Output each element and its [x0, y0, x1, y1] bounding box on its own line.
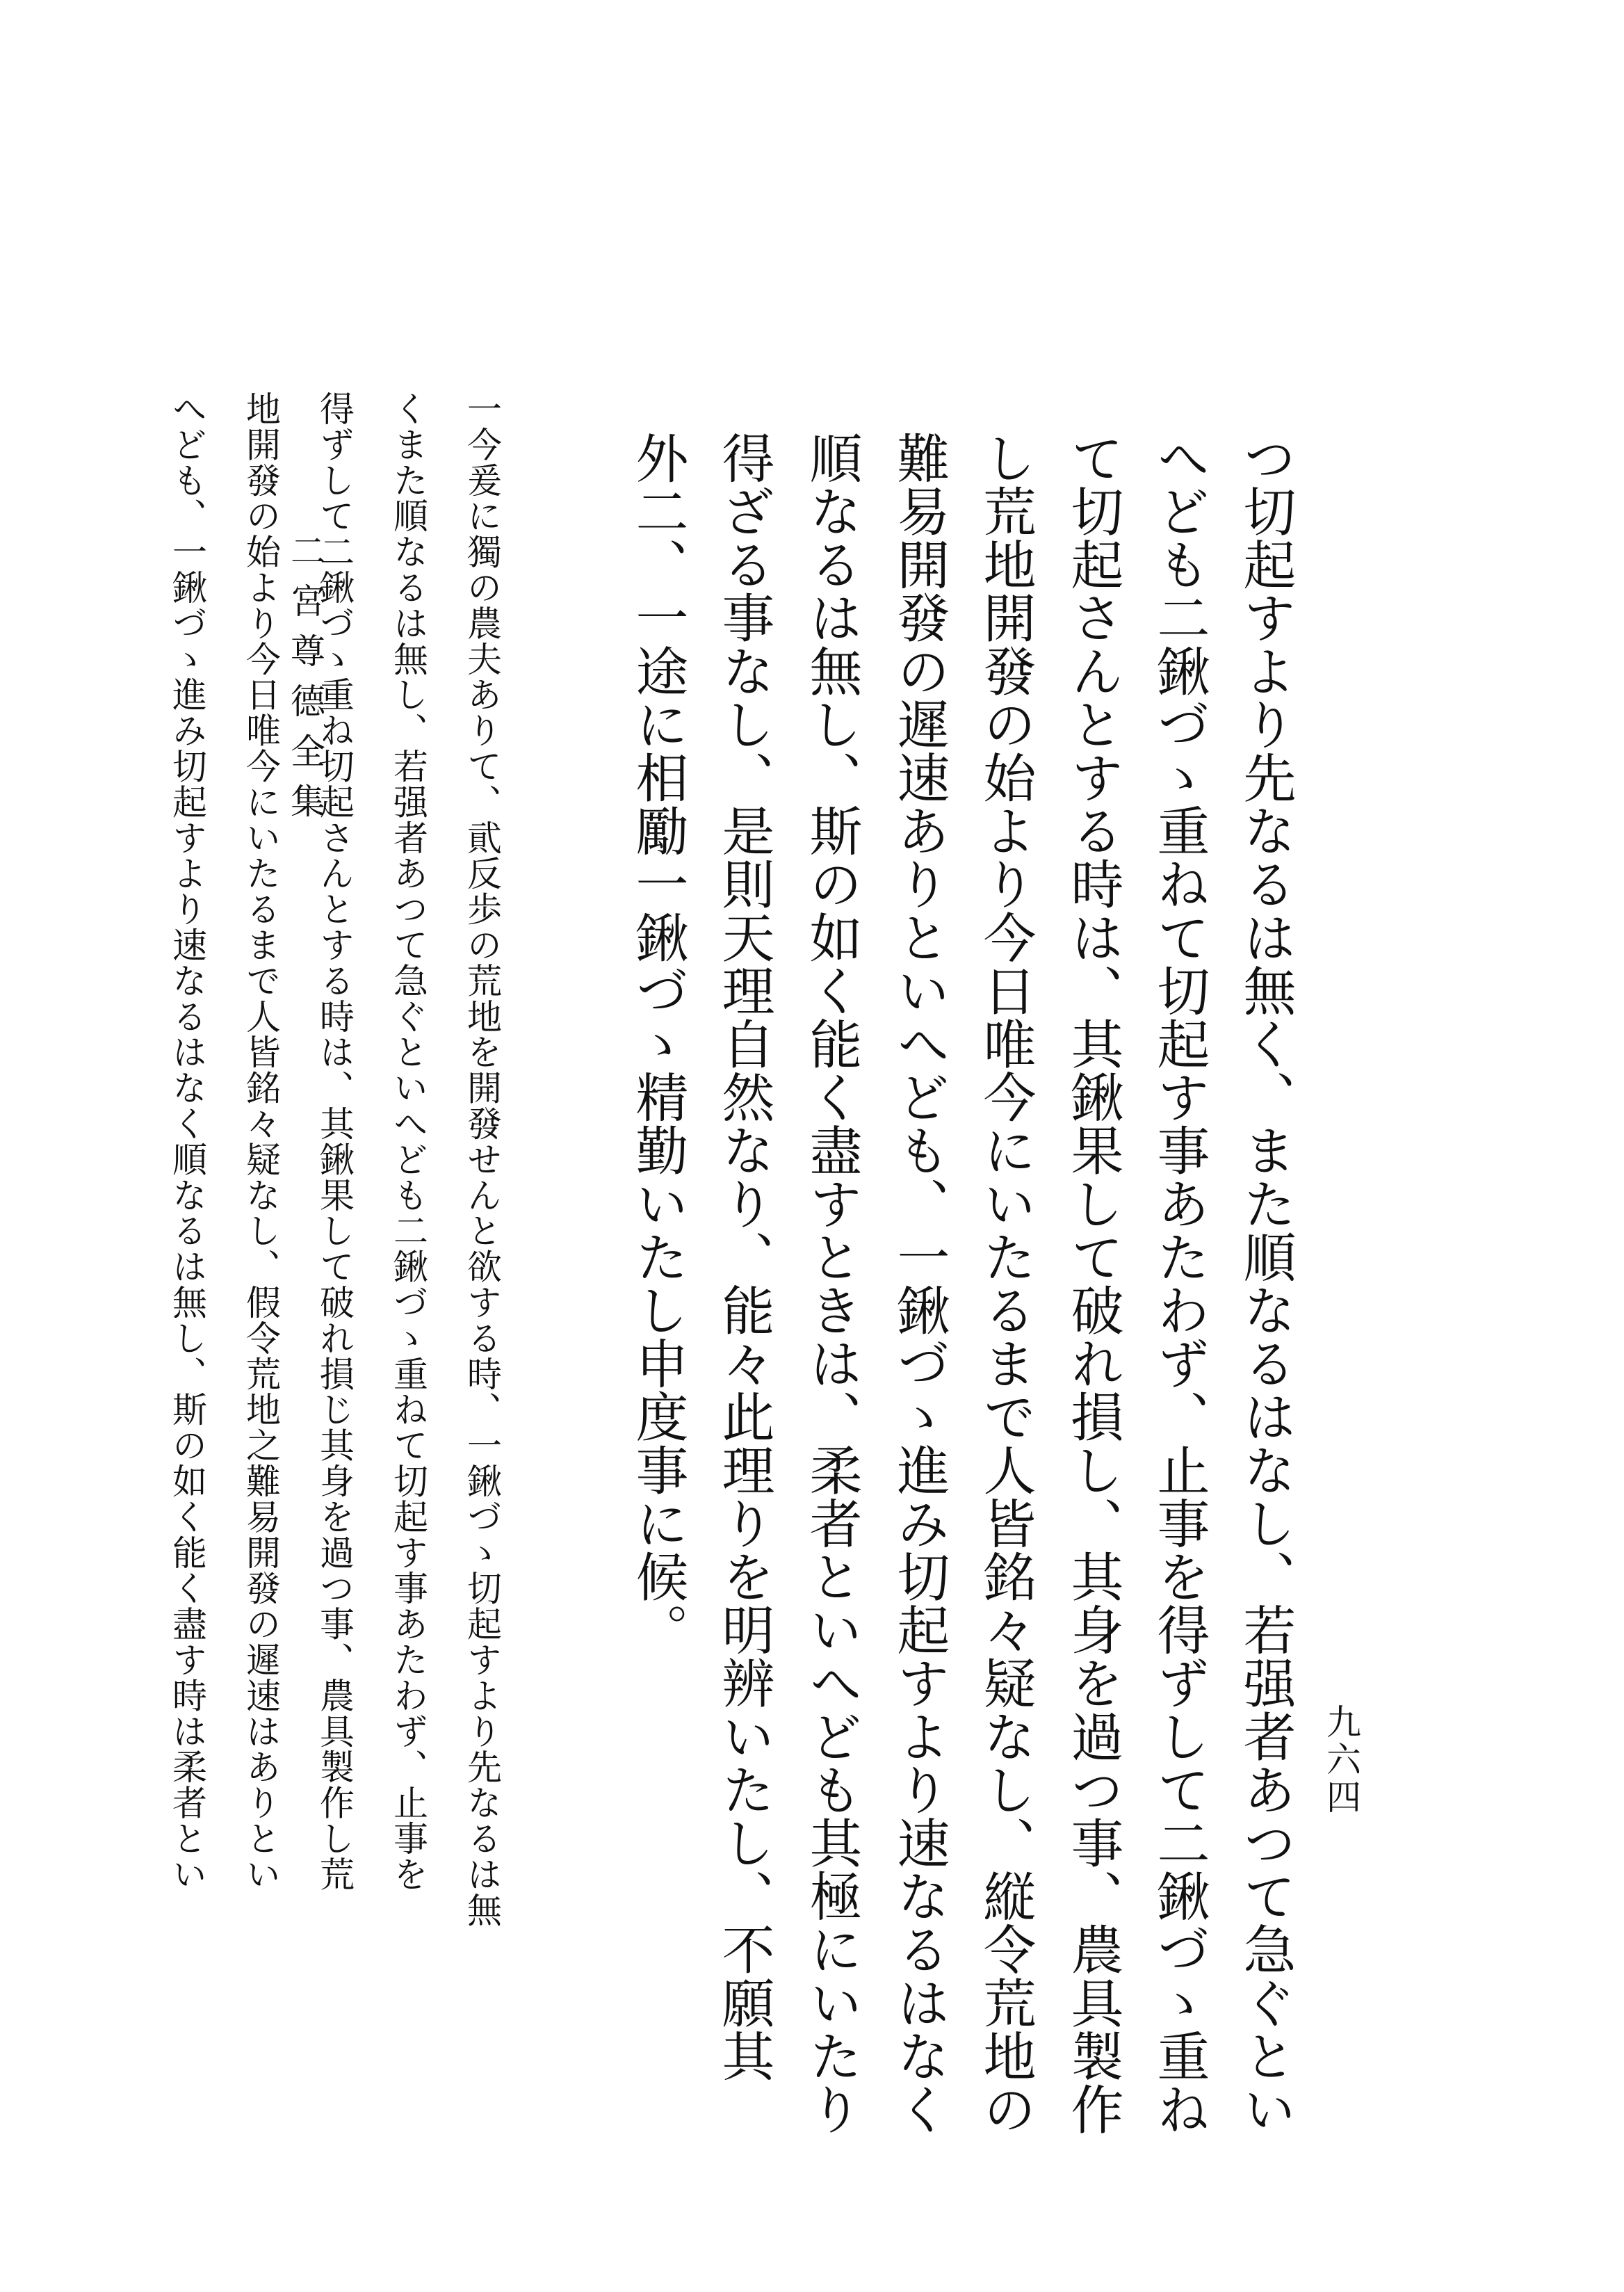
- body-text-line: て切起さんとする時は、其鍬果して破れ損し、其身を過つ事、農具製作: [1062, 431, 1124, 2136]
- note-text-line: くまた順なるは無し、若强者あつて急ぐといへども二鍬づゝ重ねて切起す事あたわず、止事を: [388, 391, 428, 1892]
- body-text-line: 得ざる事なし、是則天理自然なり、能々此理りを明辨いたし、不願其: [713, 431, 775, 2083]
- body-text-line: 順なるは無し、斯の如く能く盡すときは、柔者といへども其極にいたり: [801, 431, 863, 2136]
- body-text-line: 難易開發の遲速ありといへども、一鍬づゝ進み切起すより速なるはなく: [888, 431, 950, 2136]
- body-text-line: へども二鍬づゝ重ねて切起す事あたわず、止事を得ずして二鍬づゝ重ね: [1148, 431, 1210, 2136]
- note-text-line: 一今爰に獨の農夫ありて、貮反歩の荒地を開發せんと欲する時、一鍬づゝ切起すより先なるは無: [462, 391, 502, 1928]
- body-text-line: つ切起すより先なるは無く、また順なるはなし、若强者あつて急ぐとい: [1235, 431, 1297, 2136]
- running-title: 二宮尊德全集: [285, 533, 325, 833]
- note-text-line: へども、一鍬づゝ進み切起すより速なるはなく順なるは無し、斯の如く能く盡す時は柔者とい: [167, 391, 207, 1892]
- body-text-line: 外二、一途に相勵一鍬づゝ精勤いたし申度事に候。: [627, 431, 689, 1656]
- body-text-line: し荒地開發の始より今日唯今にいたるまで人皆銘々疑なし、縦令荒地の: [975, 431, 1037, 2136]
- page-number: 九六四: [1321, 1704, 1361, 1816]
- note-text-line: 得ずして二鍬づゝ重ね切起さんとする時は、其鍬果して破れ損じ其身を過つ事、農具製作し荒: [314, 391, 355, 1892]
- note-text-line: 地開發の始より今日唯今にいたるまで人皆銘々疑なし、假令荒地之難易開發の遲速はありとい: [241, 391, 281, 1892]
